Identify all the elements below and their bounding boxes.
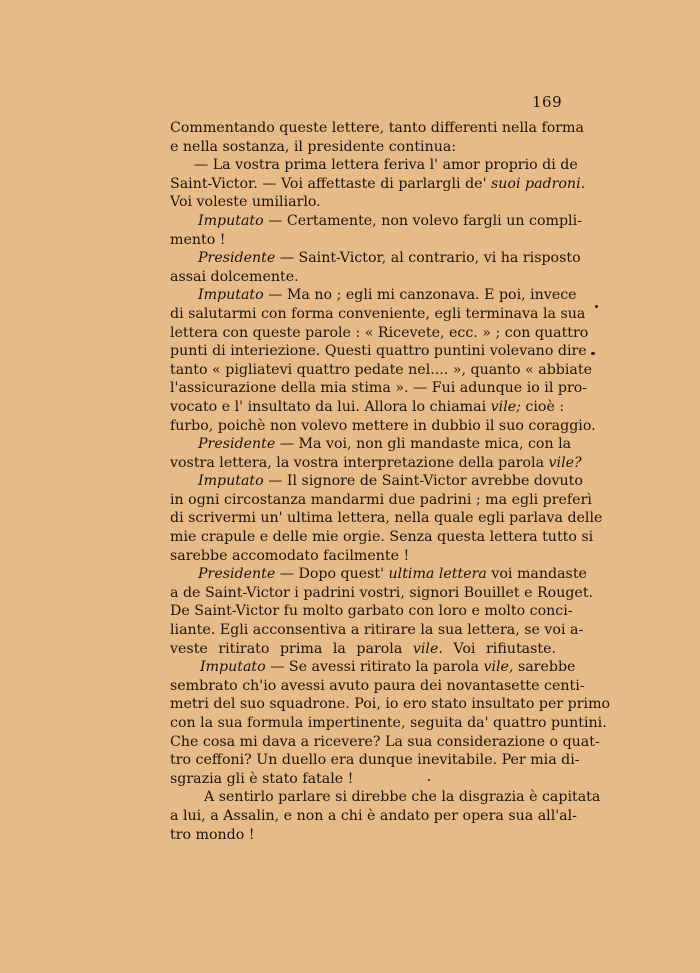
text-run: l'assicurazione della mia stima ». — Fui adunque io il pro- <box>170 380 588 397</box>
text-run: tro mondo ! <box>170 826 255 843</box>
text-run: De Saint-Victor fu molto garbato con loro e molto conci- <box>170 603 573 620</box>
text-run: metri del suo squadrone. Poi, io ero stato insultato per primo <box>170 696 611 713</box>
text-line <box>170 714 607 733</box>
text-line <box>170 602 573 621</box>
text-run: tro ceffoni? Un duello era dunque inevitabile. Per mia di- <box>170 752 580 769</box>
body-text <box>170 119 611 844</box>
text-run: voi mandaste <box>486 566 587 583</box>
italic-run: vile; <box>490 398 521 415</box>
italic-run: Imputato <box>200 659 266 676</box>
text-line <box>170 379 588 398</box>
text-line <box>170 249 581 268</box>
italic-run: Imputato <box>198 473 264 490</box>
text-line <box>170 324 589 343</box>
text-line <box>170 435 572 454</box>
italic-run: ultima lettera <box>388 566 487 583</box>
italic-run: vile? <box>548 454 582 471</box>
italic-run: suoi padroni. <box>490 175 586 192</box>
text-line <box>170 175 586 194</box>
text-line <box>170 193 556 212</box>
text-run: liante. Egli acconsentiva a ritirare la sua lettera, se voi a- <box>170 622 584 639</box>
italic-run: Presidente <box>198 250 276 267</box>
text-run: tanto « pigliatevi quattro pedate nel.... », quanto « abbiate <box>170 361 592 378</box>
text-run: assai dolcemente. <box>170 268 299 285</box>
text-run: — Il signore de Saint-Victor avrebbe dovuto <box>263 473 583 490</box>
text-line <box>170 751 580 770</box>
text-line <box>170 826 556 845</box>
text-line <box>170 398 565 417</box>
text-run: con la sua formula impertinente, seguita da' quattro puntini. <box>170 715 607 731</box>
text-run: a de Saint-Victor i padrini vostri, signori Bouillet e Rouget. <box>170 584 594 601</box>
text-line <box>170 286 577 305</box>
text-line <box>170 640 556 659</box>
text-line <box>170 695 611 714</box>
text-line <box>170 212 582 231</box>
text-run: sgrazia gli è stato fatale ! <box>170 770 354 787</box>
text-run: furbo, poichè non volevo mettere in dubbio il suo coraggio. <box>170 417 596 434</box>
italic-run: vile, <box>483 659 514 676</box>
text-run: di salutarmi con forma conveniente, egli terminava la sua <box>170 305 586 322</box>
text-run: Che cosa mi dava a ricevere? La sua considerazione o quat- <box>170 733 600 750</box>
italic-run: Presidente <box>198 566 276 583</box>
text-line <box>170 621 584 640</box>
text-run: — Saint-Victor, al contrario, vi ha risposto <box>275 250 581 267</box>
text-line <box>170 807 577 826</box>
text-line <box>170 491 592 510</box>
text-line <box>170 268 556 287</box>
text-run: — Ma voi, non gli mandaste mica, con la <box>275 436 572 453</box>
text-line <box>170 472 583 491</box>
italic-run: vile. <box>412 640 443 657</box>
text-run: mie crapule e delle mie orgie. Senza questa lettera tutto si <box>170 529 594 546</box>
text-line <box>170 565 587 584</box>
page-number: 169 <box>532 93 563 111</box>
text-line <box>170 733 600 752</box>
text-run: Voi voleste umiliarlo. <box>170 194 321 211</box>
print-speck <box>591 352 595 355</box>
text-run: — Se avessi ritirato la parola <box>265 659 484 676</box>
text-run: — Dopo quest' <box>275 566 389 583</box>
text-line <box>170 677 585 696</box>
text-run: sembrato ch'io avessi avuto paura dei novantasette centi- <box>170 677 585 694</box>
text-run: cioè : <box>520 398 565 415</box>
text-line <box>170 417 596 436</box>
text-line <box>170 342 587 361</box>
text-run: lettera con queste parole : « Ricevete, ecc. » ; con quattro <box>170 324 589 341</box>
text-run: vocato e l' insultato da lui. Allora lo chiamai <box>170 398 491 415</box>
text-run: di scrivermi un' ultima lettera, nella quale egli parlava delle <box>170 510 603 527</box>
italic-run: Imputato <box>198 287 264 304</box>
text-line <box>170 138 556 157</box>
text-line <box>170 305 586 324</box>
text-run: mento ! <box>170 231 226 248</box>
text-line <box>170 156 578 175</box>
text-run: sarebbe accomodato facilmente ! <box>170 547 410 564</box>
text-run: in ogni circostanza mandarmi due padrini ; ma egli preferì <box>170 491 592 508</box>
text-run: Voi rifiutaste. <box>442 640 556 657</box>
text-run: A sentirlo parlare si direbbe che la disgrazia è capitata <box>204 789 601 806</box>
text-run: sarebbe <box>513 659 576 676</box>
text-line <box>170 528 594 547</box>
print-speck <box>428 779 430 781</box>
text-line <box>170 231 556 250</box>
text-run: Saint-Victor. — Voi affettaste di parlargli de' <box>170 175 491 192</box>
text-run: — Ma no ; egli mi canzonava. E poi, invece <box>263 287 577 304</box>
text-line <box>170 454 582 473</box>
italic-run: Presidente <box>198 436 276 453</box>
text-run: veste ritirato prima la parola <box>170 640 413 657</box>
text-line <box>170 788 601 807</box>
text-run: e nella sostanza, il presidente continua: <box>170 138 457 155</box>
text-line <box>170 584 594 603</box>
text-run: Commentando queste lettere, tanto differenti nella forma <box>170 120 584 136</box>
italic-run: Imputato <box>198 212 264 229</box>
text-run: punti di interiezione. Questi quattro puntini volevano dire <box>170 343 587 360</box>
text-run: a lui, a Assalin, e non a chi è andato per opera sua all'al- <box>170 807 577 824</box>
text-line <box>170 119 584 138</box>
text-line <box>170 547 556 566</box>
text-line <box>170 658 576 677</box>
text-line <box>170 770 556 789</box>
text-run: — Certamente, non volevo fargli un compli- <box>263 212 582 229</box>
text-line <box>170 361 592 380</box>
text-run: — La vostra prima lettera feriva l' amor proprio di de <box>194 157 578 174</box>
text-line <box>170 509 603 528</box>
print-speck <box>595 305 598 308</box>
text-run: vostra lettera, la vostra interpretazione della parola <box>170 454 549 471</box>
